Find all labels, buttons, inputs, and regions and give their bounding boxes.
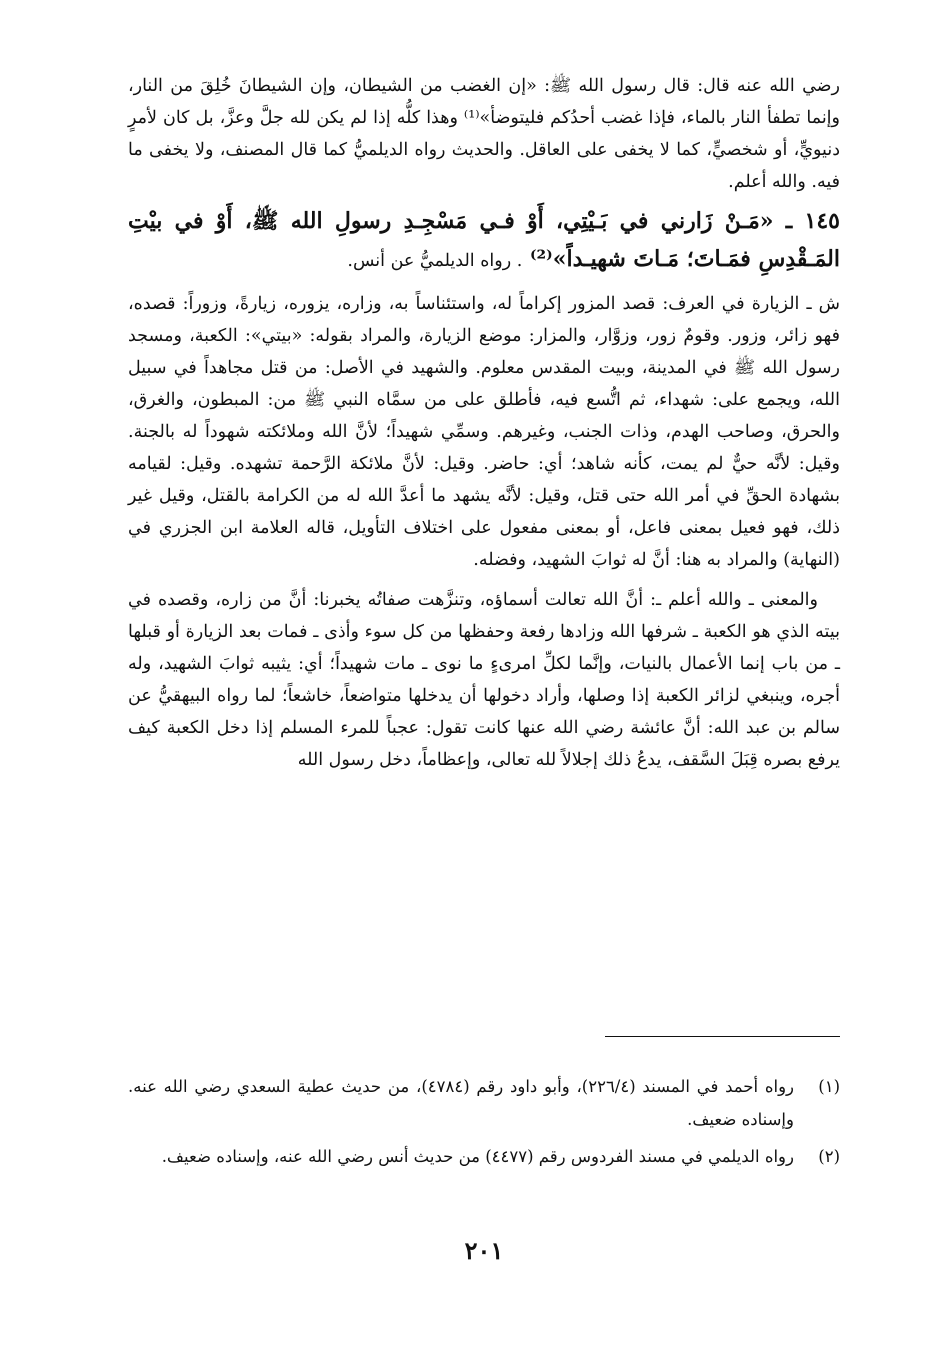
paragraph-gap [128, 576, 840, 584]
commentary-paragraph: ش ـ الزيارة في العرف: قصد المزور إكراماً له، واستئناساً به، وزاره، يزوره، زيارةً، وزوراً: قصده، فهو زائر، وزور. وقومٌ زور، وزوَّار، والمزار: موضع الزيارة، والمراد بقوله: «بيتي»: الكعبة، ومسجد رسول الله ﷺ في المدينة، وبيت المقدس معلوم. والشهيد في الأصل: من قتل مجاهداً في سبيل الله، ويجمع على: شهداء، ثم اتُّسع فيه، فأطلق على من سمَّاه النبي ﷺ من: المبطون، والغرق، والحرق، وصاحب الهدم، وذات الجنب، وغيرهم. وسمِّي شهيداً؛ لأنَّ الله وملائكته شهوداً له بالجنة. وقيل: لأنَّه حيٌّ لم يمت، كأنه شاهد؛ أي: حاضر. وقيل: لأنَّ ملائكة الرَّحمة تشهده. وقيل: لقيامه بشهادة الحقِّ في أمر الله حتى قتل، وقيل: لأنَّه يشهد ما أعدَّ الله له من الكرامة بالقتل، وقيل غير ذلك، فهو فعيل بمعنى فاعل، أو بمعنى مفعول على اختلاف التأويل، قاله العلامة ابن الجزري في (النهاية) والمراد به هنا: أنَّ له ثوابَ الشهيد، وفضله. [128, 294, 840, 570]
intro-paragraph: رضي الله عنه قال: قال رسول الله ﷺ: «إن الغضب من الشيطان، وإن الشيطانَ خُلِقَ من النار، وإنما تطفأ النار بالماء، فإذا غضب أحدُكم فليتوضأ»⁽¹⁾ وهذا كلُّه إذا لم يكن لله جلَّ وعزَّ، بل كان لأمرٍ دنيويٍّ، أو شخصيٍّ، كما لا يخفى على العاقل. والحديث رواه الديلميُّ كما قال المصنف، ولا يخفى ما فيه. والله أعلم. [128, 76, 840, 192]
document-page [128, 70, 840, 1330]
footnote-number: (١) [818, 1077, 840, 1096]
hadith-text: ـ «مَـنْ زَارني في بَـيْتِي، أَوْ فـي مَسْجِـدِ رسولِ الله ﷺ، أَوْ في بيْتِ المَـقْدِسِ فمَـاتَ؛ مَـاتَ شهيـداً»⁽²⁾ [128, 208, 840, 272]
footnote-separator [605, 1036, 840, 1037]
footnote-number: (٢) [818, 1147, 840, 1166]
footnote-1 [128, 1070, 840, 1136]
page-number: ٢٠١ [464, 1236, 504, 1265]
footnote-text: رواه الديلمي في مسند الفردوس رقم (٤٤٧٧) من حديث أنس رضي الله عنه، وإسناده ضعيف. [161, 1147, 794, 1166]
hadith-number: ١٤٥ [804, 208, 840, 234]
footnote-2 [128, 1140, 840, 1173]
hadith-145 [128, 202, 840, 280]
meaning-paragraph: والمعنى ـ والله أعلم ـ: أنَّ الله تعالت أسماؤه، وتنزَّهت صفاتُه يخبرنا: أنَّ من زاره، وقصده في بيته الذي هو الكعبة ـ شرفها الله وزادها رفعة وحفظها من كل سوء وأذى ـ فمات بعد الزيارة أو قبلها ـ من باب إنما الأعمال بالنيات، وإنَّما لكلِّ امرىءٍ ما نوى ـ مات شهيداً؛ أي: يثيبه ثوابَ الشهيد، وله أجره، وينبغي لزائر الكعبة إذا وصلها، وأراد دخولها أن يدخلها متواضعاً، خاشعاً؛ لما رواه البيهقيُّ عن سالم بن عبد الله: أنَّ عائشة رضي الله عنها كانت تقول: عجباً للمرء المسلم إذا دخل الكعبة كيف يرفع بصره قِبَلَ السَّقف، يدعُ ذلك إجلالاً لله تعالى، وإعظاماً، دخل رسول الله [128, 590, 840, 770]
footnote-text: رواه أحمد في المسند (٢٢٦/٤)، وأبو داود رقم (٤٧٨٤)، من حديث عطية السعدي رضي الله عنه. وإسناده ضعيف. [128, 1077, 795, 1129]
footnotes [128, 1070, 840, 1177]
hadith-narrator: . رواه الديلميُّ عن أنس. [347, 251, 523, 271]
